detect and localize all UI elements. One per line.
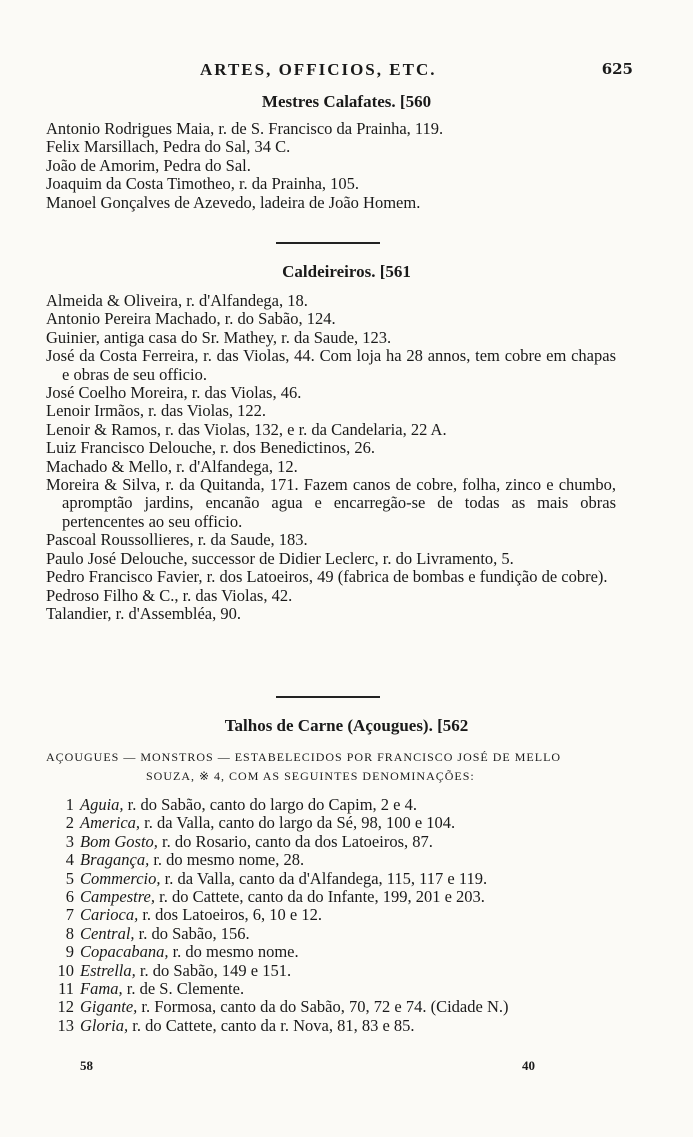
item-address: r. do mesmo nome, 28. <box>149 850 305 870</box>
list-item: Moreira & Silva, r. da Quitanda, 171. Fazem canos de cobre, folha, zinco e chumbo, apromptão jardins, encanão agua e encarregão-se de todas as mais obras pertencentes ao seu officio. <box>46 475 616 531</box>
item-number: 1 <box>65 795 74 814</box>
list-item <box>46 1017 626 1035</box>
item-number: 8 <box>65 923 74 943</box>
list-item: Lenoir & Ramos, r. das Violas, 132, e r. da Candelaria, 22 A. <box>46 419 447 439</box>
list-item <box>46 870 626 888</box>
item-number: 3 <box>65 831 74 851</box>
running-title: ARTES, OFFICIOS, ETC. <box>200 60 437 79</box>
list-item: Guinier, antiga casa do Sr. Mathey, r. da Saude, 123. <box>46 327 392 347</box>
list-item: João de Amorim, Pedra do Sal. <box>46 155 251 175</box>
list-item: Luiz Francisco Delouche, r. dos Benedictinos, 26. <box>46 438 376 458</box>
item-number: 13 <box>57 1015 74 1035</box>
item-name: Carioca, <box>80 905 139 925</box>
list-item: José da Costa Ferreira, r. das Violas, 44. Com loja ha 28 annos, tem cobre em chapas e obras de seu officio. <box>46 346 616 384</box>
section-intro <box>46 748 621 786</box>
section-divider <box>276 696 380 698</box>
list-item <box>46 943 626 961</box>
list-item: Almeida & Oliveira, r. d'Alfandega, 18. <box>46 291 308 310</box>
running-header <box>0 60 693 84</box>
list-item: Machado & Mello, r. d'Alfandega, 12. <box>46 456 298 476</box>
list-item <box>46 925 626 943</box>
list-item: Paulo José Delouche, successor de Didier Leclerc, r. do Livramento, 5. <box>46 548 514 568</box>
entry-list-caldeireiros <box>46 292 616 623</box>
list-item <box>46 888 626 906</box>
list-item <box>46 980 626 998</box>
item-address: r. do Sabão, 149 e 151. <box>135 960 292 980</box>
list-item: Felix Marsillach, Pedra do Sal, 34 C. <box>46 137 291 157</box>
entry-list-calafates <box>46 120 616 212</box>
item-name: Bom Gosto, <box>80 831 158 851</box>
section-title-caldeireiros: Caldeireiros. [561 <box>282 262 411 281</box>
list-item: Lenoir Irmãos, r. das Violas, 122. <box>46 401 267 421</box>
item-name: Copacabana, <box>80 942 169 962</box>
section-title-calafates: Mestres Calafates. [560 <box>261 92 432 111</box>
item-address: r. do mesmo nome. <box>168 942 299 962</box>
intro-line: AÇOUGUES — MONSTROS — ESTABELECIDOS POR FRANCISCO JOSÉ DE MELLO <box>46 750 562 764</box>
item-number: 12 <box>57 997 74 1017</box>
item-name: Commercio, <box>80 868 161 888</box>
list-item: Antonio Rodrigues Maia, r. de S. Francisco da Prainha, 119. <box>46 119 444 138</box>
list-item <box>46 998 626 1016</box>
item-address: r. da Valla, canto do largo da Sé, 98, 100 e 104. <box>140 813 456 833</box>
item-name: Estrella, <box>80 960 136 980</box>
list-item: Talandier, r. d'Assembléa, 90. <box>46 603 241 623</box>
item-number: 4 <box>65 850 74 870</box>
list-item <box>46 962 626 980</box>
item-number: 5 <box>65 868 74 888</box>
list-item: Pascoal Roussollieres, r. da Saude, 183. <box>46 530 308 550</box>
section-divider <box>276 242 380 244</box>
page-footer <box>0 1058 693 1078</box>
item-number: 6 <box>65 887 74 907</box>
item-address: r. do Cattete, canto da do Infante, 199, 201 e 203. <box>155 887 485 907</box>
list-item <box>46 796 626 814</box>
item-name: Fama, <box>80 979 123 999</box>
item-number: 9 <box>65 942 74 962</box>
item-address: r. do Cattete, canto da r. Nova, 81, 83 e 85. <box>128 1015 415 1035</box>
signature-mark: 58 <box>80 1058 93 1073</box>
item-name: Campestre, <box>80 887 156 907</box>
list-item <box>46 833 626 851</box>
list-item: Joaquim da Costa Timotheo, r. da Prainha, 105. <box>46 174 360 194</box>
item-number: 11 <box>58 979 74 999</box>
footer-number: 40 <box>522 1058 535 1073</box>
numbered-list-acougues <box>46 796 626 1035</box>
item-name: America, <box>80 813 141 833</box>
item-address: r. de S. Clemente. <box>122 979 245 999</box>
item-address: r. do Rosario, canto da dos Latoeiros, 87. <box>157 831 433 851</box>
item-number: 10 <box>57 960 74 980</box>
item-address: r. do Sabão, canto do largo do Capim, 2 e 4. <box>123 795 417 814</box>
list-item: Pedroso Filho & C., r. das Violas, 42. <box>46 585 293 605</box>
list-item <box>46 851 626 869</box>
item-name: Gigante, <box>80 997 138 1017</box>
item-address: r. dos Latoeiros, 6, 10 e 12. <box>138 905 322 925</box>
intro-line: SOUZA, ※ 4, COM AS SEGUINTES DENOMINAÇÕES: <box>146 769 475 783</box>
item-address: r. da Valla, canto da d'Alfandega, 115, 117 e 119. <box>160 868 488 888</box>
item-address: r. Formosa, canto da do Sabão, 70, 72 e 74. (Cidade N.) <box>137 997 509 1017</box>
list-item: Antonio Pereira Machado, r. do Sabão, 124. <box>46 309 336 329</box>
list-item: Manoel Gonçalves de Azevedo, ladeira de João Homem. <box>46 192 421 212</box>
section-title-talhos: Talhos de Carne (Açougues). [562 <box>224 716 469 735</box>
item-address: r. do Sabão, 156. <box>134 923 250 943</box>
item-number: 2 <box>65 813 74 833</box>
item-number: 7 <box>65 905 74 925</box>
item-name: Central, <box>80 923 135 943</box>
page-number: 625 <box>601 60 633 78</box>
item-name: Bragança, <box>80 850 150 870</box>
list-item <box>46 814 626 832</box>
list-item: José Coelho Moreira, r. das Violas, 46. <box>46 383 302 403</box>
item-name: Gloria, <box>80 1015 129 1035</box>
item-name: Aguia, <box>80 795 124 814</box>
list-item <box>46 906 626 924</box>
list-item: Pedro Francisco Favier, r. dos Latoeiros, 49 (fabrica de bombas e fundição de cobre). <box>46 567 608 587</box>
